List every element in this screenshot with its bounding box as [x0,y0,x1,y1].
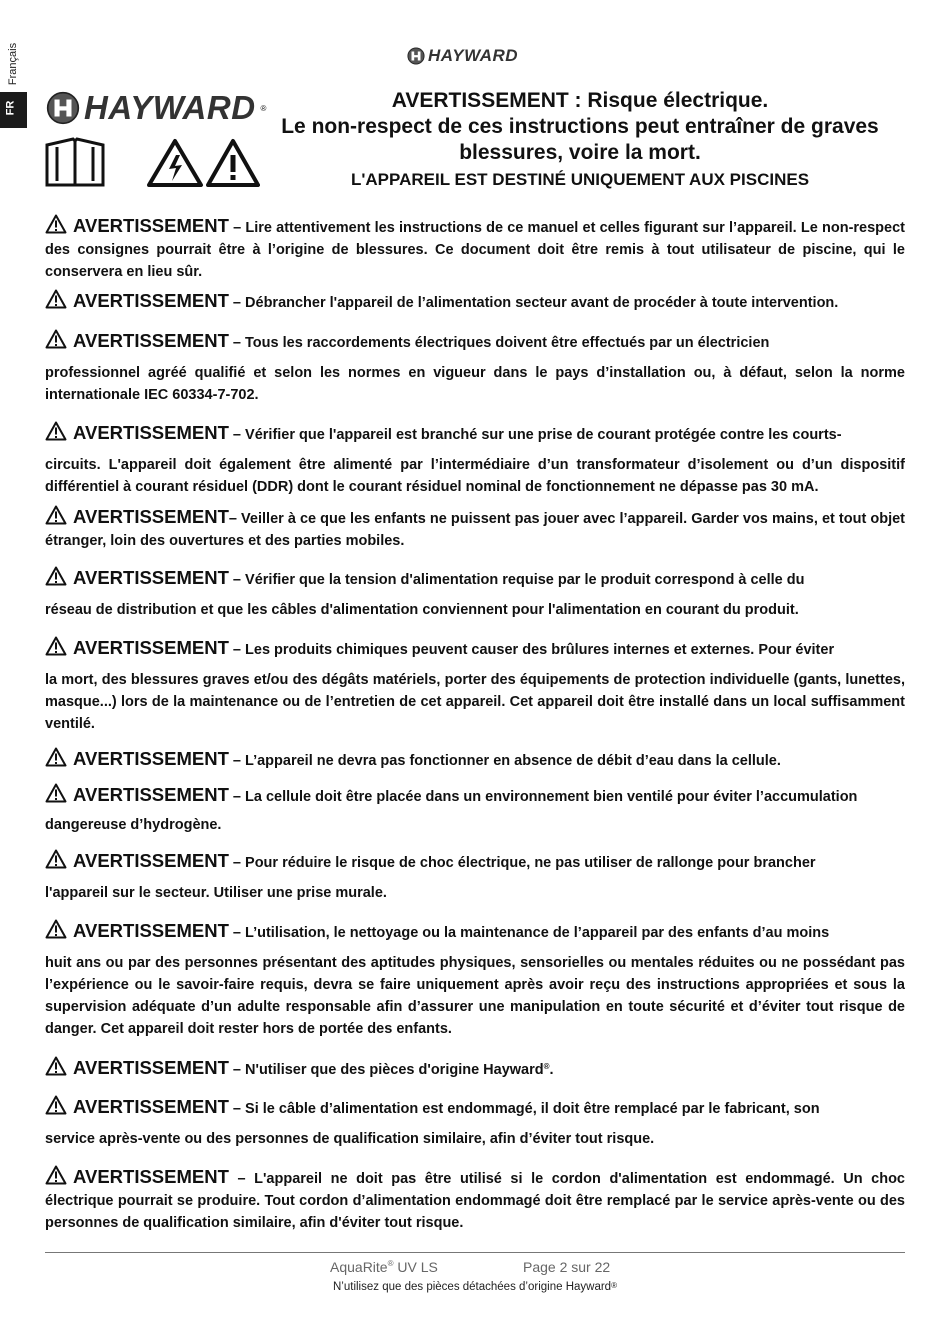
warning-separator: – [228,855,246,871]
warning-item [45,919,905,1040]
warning-keyword: AVERTISSEMENT [73,850,229,871]
language-label: Français [7,42,20,86]
warning-icon [45,220,73,236]
header-title: AVERTISSEMENT : Risque électrique. [391,89,769,112]
manual-book-icon [47,139,103,185]
warning-text: Si le câble d’alimentation est endommagé, il doit être remplacé par le fabricant, son [245,1101,820,1117]
warning-text: Vérifier que l'appareil est branché sur une prise de courant protégée contre les courts- [245,427,842,443]
warning-icon [45,295,73,311]
warning-text: Vérifier que la tension d'alimentation requise par le produit correspond à celle du [245,572,805,588]
warning-continuation: l'appareil sur le secteur. Utiliser une prise murale. [45,885,387,901]
footer-page-number: Page 2 sur 22 [523,1259,611,1275]
warning-separator: – [228,511,242,527]
warning-text: Veiller à ce que les enfants ne puissent pas jouer avec l’appareil. Garder vos mains, et tout objet étranger, loin des ouvertures et des parties mobiles. [45,511,905,549]
footer-note: N’utilisez que des pièces détachées d’origine Hayward® [333,1281,617,1293]
warning-text: L'appareil ne doit pas être utilisé si le cordon d'alimentation est endommagé. Un choc électrique pourrait se produire. Tout cordon d’alimentation endommagé doit être remplacé par le service après-vente ou des personnes de qualification similaire, afin d'éviter tout risque. [45,1171,905,1231]
warning-icon [45,855,73,871]
warning-item [45,1095,905,1150]
brand-logo-word: HAYWARD [84,89,256,126]
warning-continuation: service après-vente ou des personnes de qualification similaire, afin d’éviter tout risque. [45,1131,655,1147]
header-pool-only: L'APPAREIL EST DESTINÉ UNIQUEMENT AUX PISCINES [350,170,810,189]
footer-divider [45,1252,905,1253]
hayward-emblem-icon [46,91,80,125]
warning-keyword: AVERTISSEMENT [73,784,229,805]
warning-keyword: AVERTISSEMENT [73,215,229,236]
brand-reg: ® [260,103,267,113]
footer-product: AquaRite® UV LS [330,1259,438,1275]
warning-keyword: AVERTISSEMENT [73,290,229,311]
warning-text: N'utiliser que des pièces d'origine Hayward [245,1062,544,1078]
warning-separator: – [228,753,246,769]
top-logo-word: HAYWARD [428,46,519,65]
warning-tail: . [549,1062,554,1078]
warning-item [45,421,905,498]
warning-continuation: la mort, des blessures graves et/ou des dégâts matériels, porter des équipements de protection individuelle (gants, lunettes, masque...) lors de la maintenance ou de l’entretien de cet appareil. Cet appareil doit être installé dans un local suffisamment ventilé. [45,672,905,732]
warning-separator: – [228,295,246,311]
warning-continuation: dangereuse d’hydrogène. [45,817,222,833]
warning-continuation: huit ans ou par des personnes présentant des aptitudes physiques, sensorielles ou mentales réduites ou ne possédant pas l’expérience ou le savoir-faire requis, devra se faire uniquement après avoir reçu des instructions appropriées et sous la supervision adéquate d’un adulte responsable afin d’assurer une manipulation en toute sécurité et d’éviter tout risque de danger. Cet appareil doit rester hors de portée des enfants. [45,955,905,1037]
warning-item [45,783,905,836]
warning-continuation: circuits. L'appareil doit également être alimenté par l’intermédiaire d’un transformateur d’isolement ou d’un dispositif différentiel à courant résiduel (DDR) dont le courant résiduel nominal de fonctionnement ne dépasse pas 30 mA. [45,457,905,495]
warning-icon [45,335,73,351]
warning-item [45,214,905,283]
warning-keyword: AVERTISSEMENT [73,920,229,941]
warning-keyword: AVERTISSEMENT [73,1096,229,1117]
warning-icon [45,789,73,805]
top-logo [407,46,518,66]
warning-icon [45,925,73,941]
warning-separator: – [228,427,246,443]
warning-separator: – [228,572,246,588]
warning-reg: ® [543,1062,550,1071]
warning-separator: – [228,925,246,941]
warning-text: L’utilisation, le nettoyage ou la maintenance de l’appareil par des enfants d’au moins [245,925,830,941]
warning-text: Tous les raccordements électriques doivent être effectués par un électricien [245,335,770,351]
warning-separator: – [228,642,246,658]
warning-separator: – [228,1101,246,1117]
warning-continuation: réseau de distribution et que les câbles d'alimentation conviennent pour l'alimentation en courant du produit. [45,602,799,618]
warning-icon [45,642,73,658]
warning-separator: – [228,220,246,236]
warning-icon [45,753,73,769]
warning-keyword: AVERTISSEMENT [73,1166,229,1187]
warning-item [45,747,905,772]
warning-icon [45,1101,73,1117]
warning-text: Les produits chimiques peuvent causer des brûlures internes et externes. Pour éviter [245,642,835,658]
warning-item [45,566,905,621]
warning-item [45,329,905,406]
warning-icon [45,511,73,527]
warning-text: La cellule doit être placée dans un environnement bien ventilé pour éviter l’accumulation [245,789,858,805]
warning-icon [45,1171,73,1187]
warning-keyword: AVERTISSEMENT [73,748,229,769]
warning-separator: – [228,335,246,351]
warning-keyword: AVERTISSEMENT [73,1057,229,1078]
brand-logo [46,89,266,127]
warning-continuation: professionnel agréé qualifié et selon les normes en vigueur dans le pays d’installation ou, à défaut, selon la norme internationale IEC 60334-7-702. [45,365,905,403]
language-tab: FR [0,92,27,128]
warning-icon [45,1062,73,1078]
warning-separator: – [228,1062,246,1078]
hayward-emblem-icon [407,47,425,65]
warning-keyword: AVERTISSEMENT [73,330,229,351]
warning-keyword: AVERTISSEMENT [73,422,229,443]
warning-icon [45,427,73,443]
warning-item [45,1165,905,1234]
warning-separator: – [228,789,246,805]
warning-keyword: AVERTISSEMENT [73,567,229,588]
header-icons [45,135,260,190]
warning-item [45,289,905,314]
warning-item [45,849,905,904]
warning-text: L’appareil ne devra pas fonctionner en absence de débit d’eau dans la cellule. [245,753,781,769]
warning-triangle-icon [208,141,258,185]
warning-separator: – [228,1171,255,1187]
warning-item [45,505,905,552]
electric-hazard-icon [149,141,201,185]
warning-text: Lire attentivement les instructions de ce manuel et celles figurant sur l’appareil. Le non-respect des consignes pourrait être à l’origine de blessures. Ce document doit être remis à tout utilisateur de piscine, qui le conservera en lieu sûr. [45,220,905,280]
warning-icon [45,572,73,588]
warning-item [45,636,905,735]
header-subtitle-1: Le non-respect de ces instructions peut entraîner de graves [281,115,879,138]
warning-keyword: AVERTISSEMENT [73,637,229,658]
header-warning [260,88,900,192]
header-subtitle-2: blessures, voire la mort. [459,141,701,164]
warning-item [45,1056,905,1081]
warning-text: Pour réduire le risque de choc électrique, ne pas utiliser de rallonge pour brancher [245,855,816,871]
warning-keyword: AVERTISSEMENT [73,506,229,527]
warning-text: Débrancher l'appareil de l’alimentation secteur avant de procéder à toute intervention. [245,295,839,311]
